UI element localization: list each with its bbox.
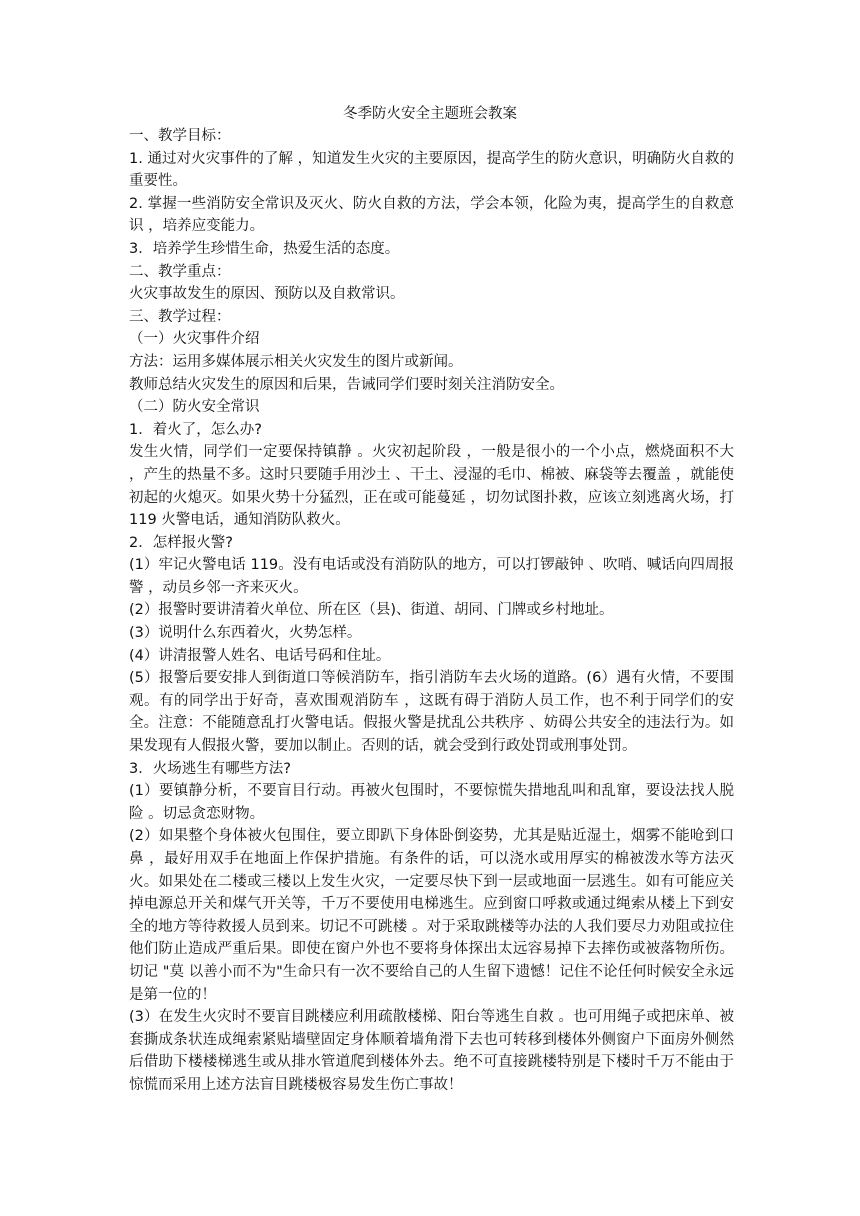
paragraph: (1）牢记火警电话 119。没有电话或没有消防队的地方，可以打锣敲钟 、吹哨、喊话向四周报警 ，动员乡邻一齐来灭火。 xyxy=(129,557,734,596)
document-body xyxy=(129,125,734,1097)
paragraph: 火灾事故发生的原因、预防以及自救常识。 xyxy=(129,286,405,303)
paragraph: 1. 通过对火灾事件的了解 ，知道发生火灾的主要原因，提高学生的防火意识，明确防火自救的重要性。 xyxy=(129,150,734,190)
item-heading: 3．火场逃生有哪些方法? xyxy=(129,760,291,777)
subsection-heading: （二）防火安全常识 xyxy=(129,399,260,416)
paragraph: (2）如果整个身体被火包围住，要立即趴下身体卧倒姿势，尤其是贴近湿土，烟雾不能呛到口鼻 ，最好用双手在地面上作保护措施。有条件的话，可以浇水或用厚实的棉被泼水等方法灭火。如果处在二楼或三楼以上发生火灾，一定要尽快下到一层或地面一层逃生。如有可能应关掉电源总开关和煤气开关等，千万不要使用电梯逃生。应到窗口呼救或通过绳索从楼上下到安全的地方等待救援人员到来。切记不可跳楼 。对于采取跳楼等办法的人我们要尽力劝阻或拉住他们防止造成严重后果。即使在窗户外也不要将身体探出太远容易掉下去摔伤或被落物所伤。切记 "莫 以善小而不为"生命只有一次不要给自己的人生留下遗憾！记住不论任何时候安全永远是第一位的！ xyxy=(129,828,734,1003)
item-heading: 2．怎样报火警? xyxy=(129,534,233,551)
paragraph: (5）报警后要安排人到街道口等候消防车，指引消防车去火场的道路。(6）遇有火情，不要围观。有的同学出于好奇，喜欢围观消防车 ，这既有碍于消防人员工作，也不利于同学们的安全。注意：不能随意乱打火警电话。假报火警是扰乱公共秩序 、妨碍公共安全的违法行为。如果发现有人假报火警，要加以制止。否则的话，就会受到行政处罚或刑事处罚。 xyxy=(129,670,734,755)
paragraph: (1）要镇静分析，不要盲目行动。再被火包围时，不要惊慌失措地乱叫和乱窜，要设法找人脱险 。切忌贪恋财物。 xyxy=(129,783,734,822)
paragraph: 2. 掌握一些消防安全常识及灭火、防火自救的方法，学会本领，化险为夷，提高学生的自救意识 ，培养应变能力。 xyxy=(129,195,734,235)
section-heading: 三、教学过程： xyxy=(129,308,231,325)
paragraph: (2）报警时要讲清着火单位、所在区（县)、街道、胡同、门牌或乡村地址。 xyxy=(129,602,614,619)
paragraph: 发生火情，同学们一定要保持镇静 。火灾初起阶段 ，一般是很小的一个小点，燃烧面积不大 ，产生的热量不多。这时只要随手用沙土 、干土、浸湿的毛巾、棉被、麻袋等去覆盖 ，就能使初起的火熄灭。如果火势十分猛烈，正在或可能蔓延 ，切勿试图扑救，应该立刻逃离火场，打 119 火警电话，通知消防队救火。 xyxy=(129,444,734,529)
paragraph: (4）讲清报警人姓名、电话号码和住址。 xyxy=(129,647,391,664)
document-title: 冬季防火安全主题班会教案 xyxy=(343,106,517,122)
paragraph: 教师总结火灾发生的原因和后果，告诫同学们要时刻关注消防安全。 xyxy=(129,376,564,393)
paragraph: 方法：运用多媒体展示相关火灾发生的图片或新闻。 xyxy=(129,353,463,370)
paragraph: (3）说明什么东西着火，火势怎样。 xyxy=(129,625,362,642)
subsection-heading: （一）火灾事件介绍 xyxy=(129,331,260,348)
paragraph: 3．培养学生珍惜生命，热爱生活的态度。 xyxy=(129,240,400,257)
section-heading: 一、教学目标： xyxy=(129,128,231,144)
section-heading: 二、教学重点： xyxy=(129,263,231,280)
paragraph: (3）在发生火灾时不要盲目跳楼应利用疏散楼梯、阳台等逃生自救 。也可用绳子或把床单、被套撕成条状连成绳索紧贴墙壁固定身体顺着墙角滑下去也可转移到楼体外侧窗户下面房外侧然后借助下楼楼梯逃生或从排水管道爬到楼体外去。绝不可直接跳楼特别是下楼时千万不能由于惊慌而采用上述方法盲目跳楼极容易发生伤亡事故！ xyxy=(129,1009,734,1093)
item-heading: 1．着火了，怎么办? xyxy=(129,421,262,438)
